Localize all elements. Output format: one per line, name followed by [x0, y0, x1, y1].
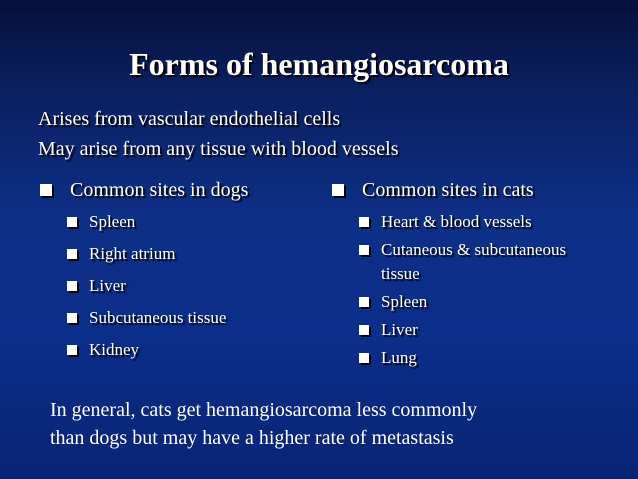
list-item	[67, 306, 310, 330]
square-bullet-icon	[359, 297, 369, 307]
square-bullet-icon	[359, 217, 369, 227]
summary-line: than dogs but may have a higher rate of metastasis	[50, 427, 454, 449]
square-bullet-icon	[359, 325, 369, 335]
cats-heading-text: Common sites in cats	[362, 179, 534, 201]
summary-text	[50, 396, 610, 452]
list-item-text: Spleen	[89, 212, 136, 231]
square-bullet-icon	[359, 245, 369, 255]
summary-line: In general, cats get hemangiosarcoma less commonly	[50, 399, 478, 421]
square-bullet-icon	[359, 353, 369, 363]
list-item	[67, 210, 310, 234]
slide-title: Forms of hemangiosarcoma	[129, 46, 509, 82]
list-item-text: Lung	[381, 348, 417, 367]
dogs-heading-text: Common sites in dogs	[70, 179, 249, 201]
square-bullet-icon	[40, 184, 52, 196]
list-item-text: Subcutaneous tissue	[89, 308, 227, 327]
square-bullet-icon	[67, 217, 77, 227]
dogs-column	[40, 176, 310, 370]
list-item-text: Cutaneous & subcutaneous tissue	[381, 240, 567, 283]
square-bullet-icon	[67, 249, 77, 259]
list-item-text: Kidney	[89, 340, 140, 359]
square-bullet-icon	[67, 313, 77, 323]
cats-sites-list	[332, 210, 602, 370]
square-bullet-icon	[67, 345, 77, 355]
intro-text	[38, 104, 399, 164]
list-item-text: Right atrium	[89, 244, 176, 263]
list-item-text: Liver	[89, 276, 126, 295]
dogs-sites-list	[40, 210, 310, 362]
list-item-text: Liver	[381, 320, 418, 339]
list-item	[359, 238, 602, 286]
intro-line: May arise from any tissue with blood vessels	[38, 138, 399, 160]
square-bullet-icon	[332, 184, 344, 196]
cats-column	[332, 176, 602, 374]
square-bullet-icon	[67, 281, 77, 291]
list-item	[359, 346, 602, 370]
list-item	[67, 274, 310, 298]
list-item-text: Heart & blood vessels	[381, 212, 532, 231]
list-item	[359, 318, 602, 342]
list-item-text: Spleen	[381, 292, 428, 311]
list-item	[359, 290, 602, 314]
list-item	[67, 242, 310, 266]
list-item	[67, 338, 310, 362]
dogs-heading	[40, 176, 310, 204]
intro-line: Arises from vascular endothelial cells	[38, 108, 341, 130]
cats-heading	[332, 176, 602, 204]
list-item	[359, 210, 602, 234]
